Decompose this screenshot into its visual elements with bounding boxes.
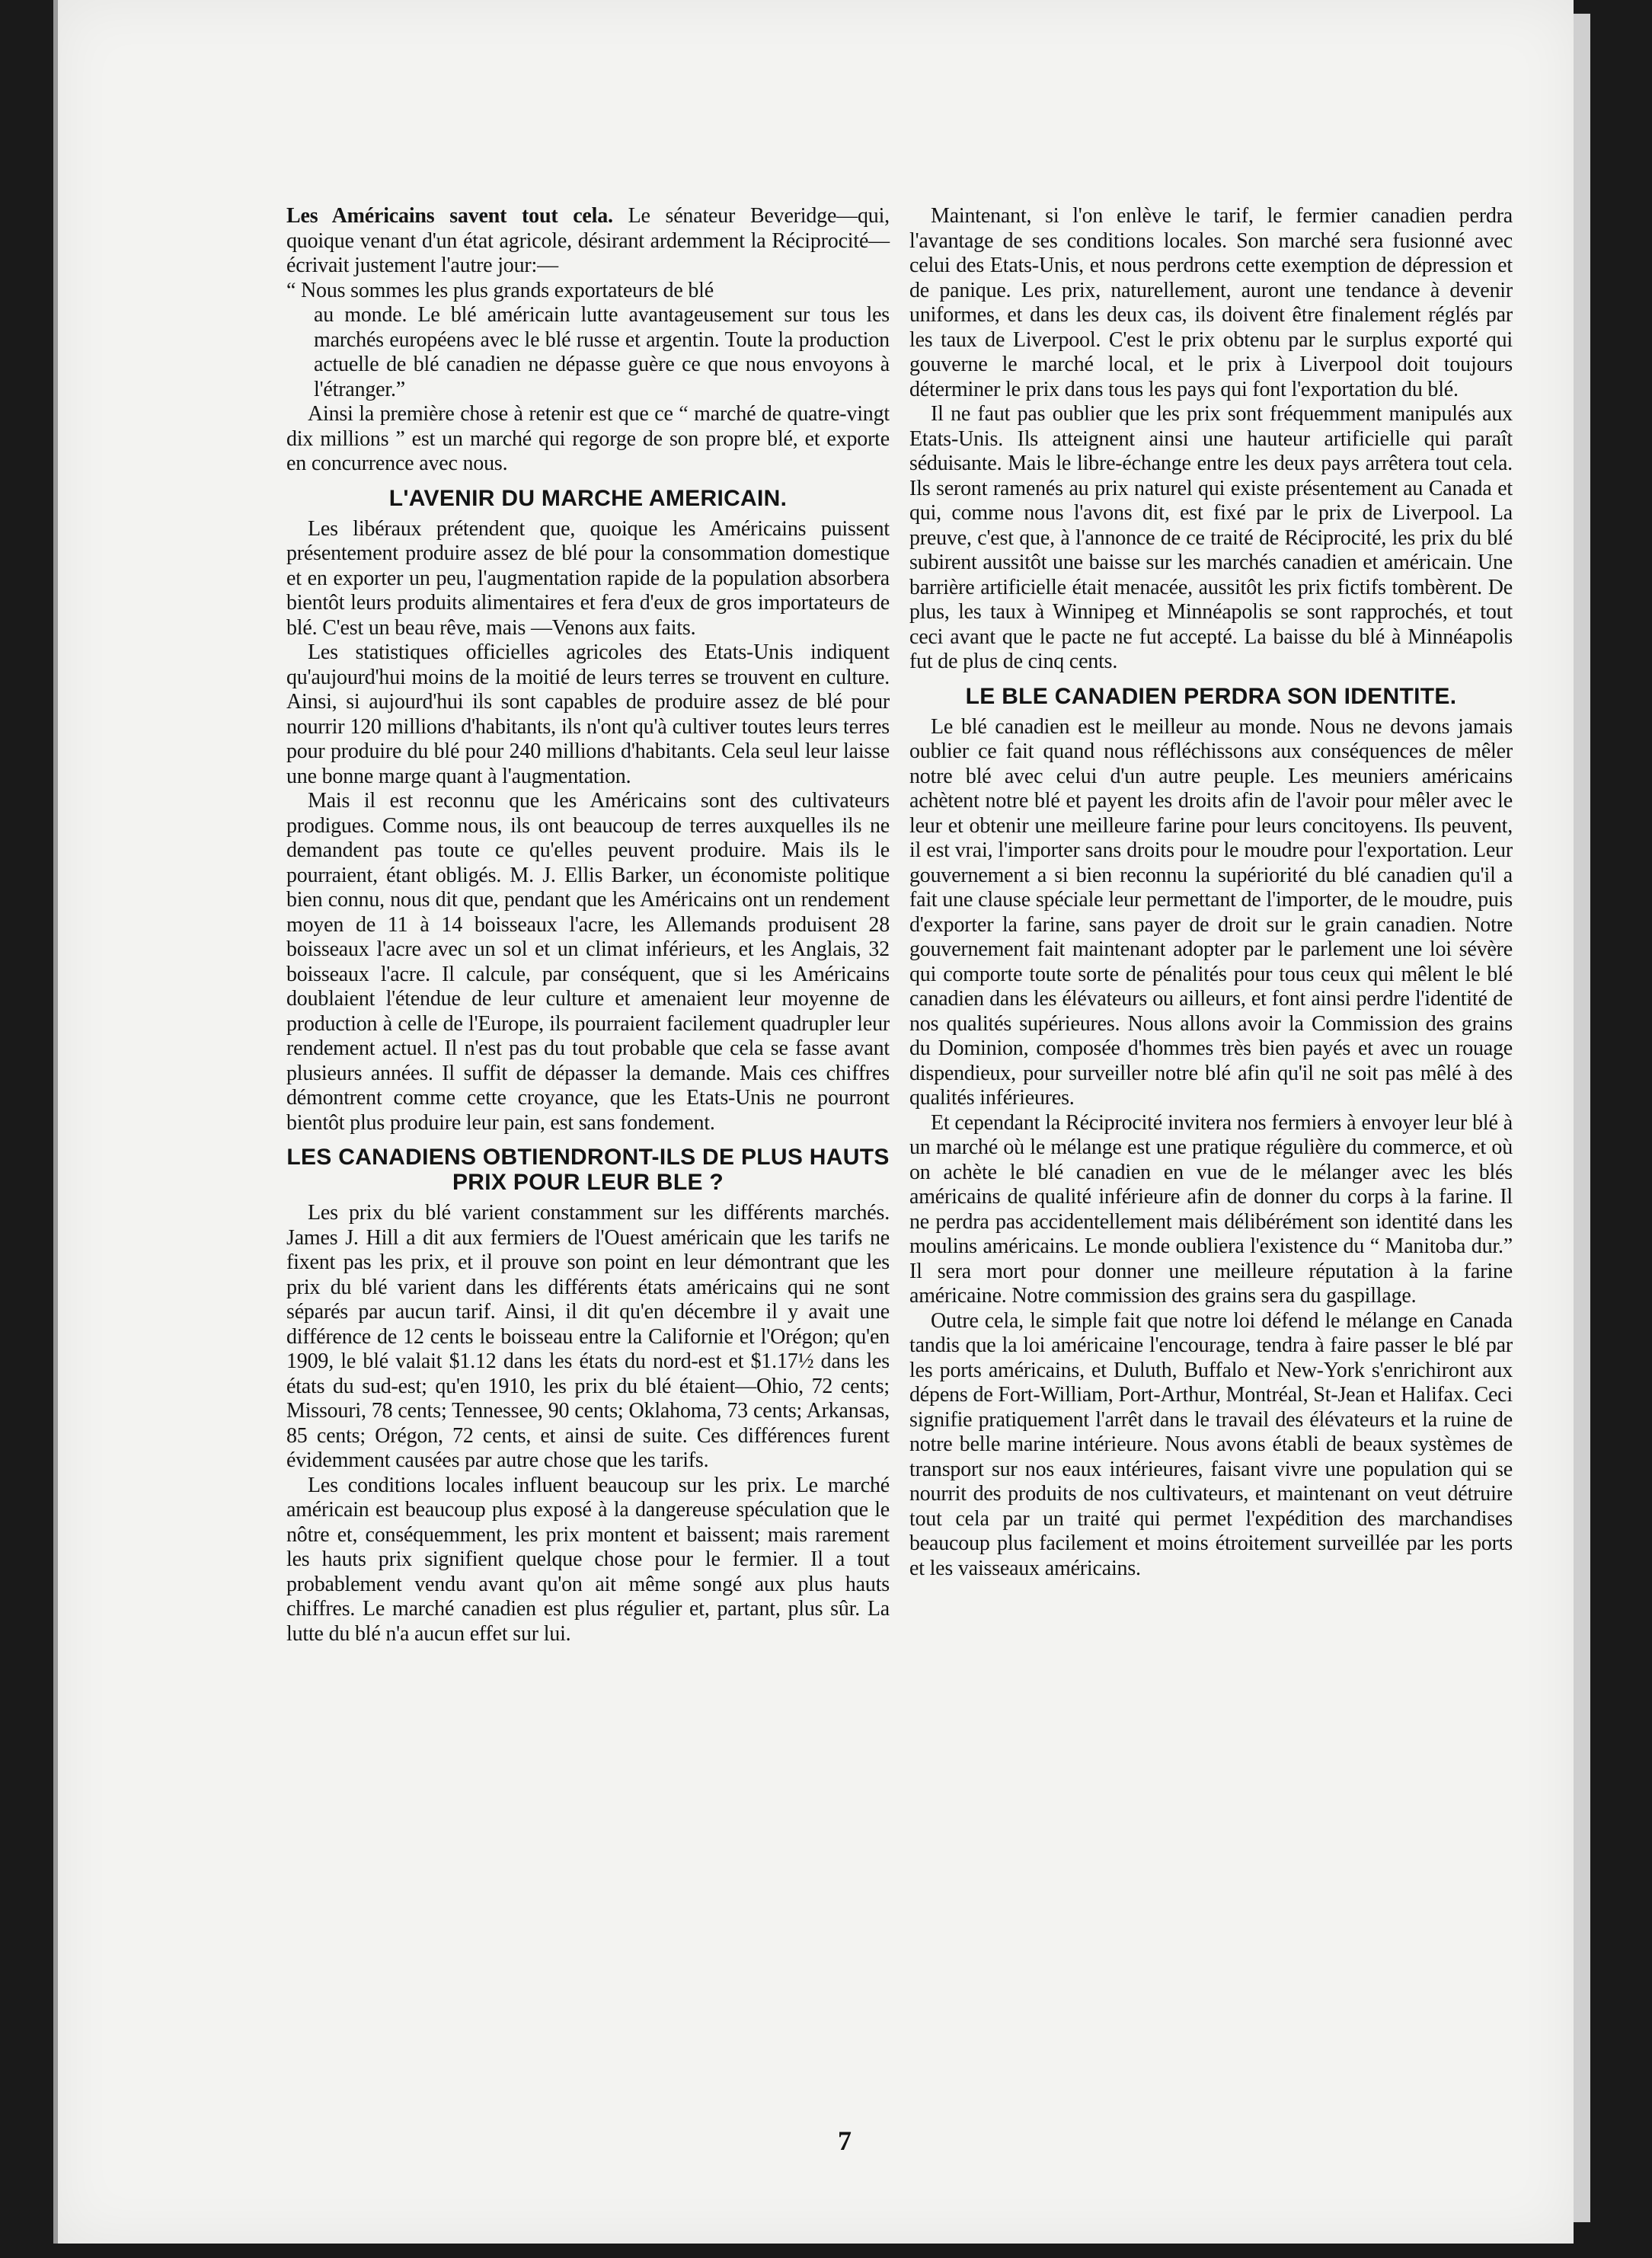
document-page [53, 0, 1574, 2244]
paragraph-lead: Les Américains savent tout cela. [286, 204, 613, 228]
paragraph: Il ne faut pas oublier que les prix sont fréquemment manipulés aux Etats-Unis. Ils atteignent ainsi une hauteur artificielle qui paraît séduisante. Mais le libre-échange entre les deux pays arrêtera tout cela. Ils seront ramenés au prix naturel qui existe présentement au Canada et qui, comme nous l'avons dit, est fixé par le prix de Liverpool. La preuve, c'est que, à l'annonce de ce traité de Réciprocité, les prix du blé subirent aussitôt une baisse sur les marchés canadien et américain. Une barrière artificielle était menacée, aussitôt les prix fictifs tombèrent. De plus, les taux à Winnipeg et Minnéapolis se sont rapprochés, et tout ceci avant que le pacte ne fut accepté. La baisse du blé à Minnéapolis fut de plus de cinq cents. [909, 402, 1513, 673]
page-edge [1574, 14, 1590, 2222]
section-heading: LES CANADIENS OBTIENDRONT-ILS DE PLUS HAUTS PRIX POUR LEUR BLE ? [286, 1145, 890, 1195]
paragraph: Et cependant la Réciprocité invitera nos fermiers à envoyer leur blé à un marché où le mélange est une pratique régulière du commerce, et où on achète le blé canadien en vue de le mélanger avec les blés américains de qualité inférieure afin de donner du corps à la farine. Il ne perdra pas accidentellement mais délibérément son identité dans les moulins américains. Le monde oubliera l'existence du “ Manitoba dur.” Il sera mort pour donner une meilleure réputation à la farine américaine. Notre commission des grains sera du gaspillage. [909, 1110, 1513, 1308]
paragraph: Les conditions locales influent beaucoup sur les prix. Le marché américain est beaucoup plus exposé à la dangereuse spéculation que le nôtre et, conséquemment, les prix montent et baissent; mais rarement les hauts prix signifient quelque chose pour le fermier. Il a tout probablement vendu avant qu'on ait même songé aux plus hauts chiffres. Le marché canadien est plus régulier et, partant, plus sûr. La lutte du blé n'a aucun effet sur lui. [286, 1473, 890, 1646]
section-heading: LE BLE CANADIEN PERDRA SON IDENTITE. [965, 683, 1457, 709]
paragraph: Mais il est reconnu que les Américains sont des cultivateurs prodigues. Comme nous, ils ont beaucoup de terres auxquelles ils ne demandent pas toute ce qu'elles peuvent produire. Mais ils le pourraient, étant obligés. M. J. Ellis Barker, un économiste politique bien connu, nous dit que, pendant que les Américains ont un rendement moyen de 11 à 14 boisseaux l'acre, les Allemands produisent 28 boisseaux l'acre avec un sol et un climat inférieurs, et les Anglais, 32 boisseaux l'acre. Il calcule, par conséquent, que si les Américains doublaient l'étendue de leur culture et amenaient leur moyenne de production à celle de l'Europe, ils pourraient facilement quadrupler leur rendement actuel. Il n'est pas du tout probable que cela se fasse avant plusieurs années. Il suffit de dépasser la demande. Mais ces chiffres démontrent comme cette croyance, que les Etats-Unis ne pourront bientôt plus produire leur pain, est sans fondement. [286, 789, 890, 1135]
left-column [286, 204, 890, 1646]
paragraph: Les prix du blé varient constamment sur les différents marchés. James J. Hill a dit aux fermiers de l'Ouest américain que les tarifs ne fixent pas les prix, et il prouve son point en leur démontrant que les prix du blé varient dans les différents états américains qui ne sont séparés par aucun tarif. Ainsi, il dit qu'en décembre il y avait une différence de 12 cents le boisseau entre la Californie et l'Orégon; qu'en 1909, le blé valait $1.12 dans les états du nord-est et $1.17½ dans les états du sud-est; qu'en 1910, les prix du blé étaient—Ohio, 72 cents; Missouri, 78 cents; Tennessee, 90 cents; Oklahoma, 73 cents; Arkansas, 85 cents; Orégon, 72 cents, et ainsi de suite. Ces différences furent évidemment causées par autre chose que les tarifs. [286, 1201, 890, 1472]
paragraph: Maintenant, si l'on enlève le tarif, le fermier canadien perdra l'avantage de ses conditions locales. Son marché sera fusionné avec celui des Etats-Unis, et nous perdrons cette exemption de dépression et de panique. Les prix, naturellement, auront une tendance à devenir uniformes, et dans les deux cas, ils doivent être finalement réglés par les taux de Liverpool. C'est le prix obtenu par le surplus exporté qui gouverne le marché local, et le prix à Liverpool doit toujours déterminer le prix dans tous les pays qui font l'exportation du blé. [909, 204, 1513, 401]
right-column [909, 204, 1513, 1581]
quote-first-line: “ Nous sommes les plus grands exportateurs de blé [286, 278, 714, 302]
page-number: 7 [838, 2125, 852, 2156]
paragraph: Le blé canadien est le meilleur au monde. Nous ne devons jamais oublier ce fait quand nous réfléchissons aux conséquences de mêler notre blé avec celui d'un autre peuple. Les meuniers américains achètent notre blé et payent les droits afin de l'avoir pour mêler avec le leur et obtenir une meilleure farine pour leurs concitoyens. Ils peuvent, il est vrai, l'importer sans droits pour le moudre pour l'exportation. Leur gouvernement a si bien reconnu la supériorité du blé canadien qu'il a fait une clause spéciale leur permettant de l'importer, de le moudre, puis d'exporter la farine, sans payer de droit sur le grain canadien. Notre gouvernement fait maintenant adopter par le parlement une loi sévère qui comporte toute sorte de pénalités pour tous ceux qui mêlent le blé canadien dans les élévateurs ou ailleurs, et font ainsi perdre l'identité de nos qualités supérieures. Nous allons avoir la Commission des grains du Dominion, composée d'hommes très bien payés et avec un rouage dispendieux, pour surveiller notre blé afin qu'il ne soit pas mêlé à des qualités inférieures. [909, 714, 1513, 1110]
paragraph-text: Le sénateur Beveridge—qui, quoique venant d'un état agricole, désirant ardemment la Réciprocité—écrivait justement l'autre jour:— [286, 204, 890, 277]
paragraph: Outre cela, le simple fait que notre loi défend le mélange en Canada tandis que la loi américaine l'encourage, tendra à faire passer le blé par les ports américains, et Duluth, Buffalo et New-York s'enrichiront aux dépens de Fort-William, Port-Arthur, Montréal, St-Jean et Halifax. Ceci signifie pratiquement l'arrêt dans le travail des élévateurs et la ruine de notre belle marine intérieure. Nous avons établi de beaux systèmes de transport sur nos eaux intérieures, faisant vivre une population qui se nourrit des produits de nos cultivateurs, et maintenant on veut détruire tout cela par un traité qui permet l'expédition des marchandises beaucoup plus facilement et moins étroitement surveillée par les ports et les vaisseaux américains. [909, 1308, 1513, 1580]
paragraph: Les statistiques officielles agricoles des Etats-Unis indiquent qu'aujourd'hui moins de la moitié de leurs terres se trouvent en culture. Ainsi, si aujourd'hui ils sont capables de produire assez de blé pour nourrir 120 millions d'habitants, ils n'ont qu'à cultiver toutes leurs terres pour produire du blé pour 240 millions d'habitants. Cela seul leur laisse une bonne marge quant à l'augmentation. [286, 640, 890, 788]
paragraph [286, 204, 890, 279]
section-heading: L'AVENIR DU MARCHE AMERICAIN. [388, 485, 788, 511]
quote-body: au monde. Le blé américain lutte avantageusement sur tous les marchés européens avec le blé russe et argentin. Toute la production actuelle de blé canadien ne dépasse guère ce que nous envoyons à l'étranger.” [314, 303, 890, 401]
paragraph: Les libéraux prétendent que, quoique les Américains puissent présentement produire assez de blé pour la consommation domestique et en exporter un peu, l'augmentation rapide de la population absorbera bientôt leurs produits alimentaires et fera d'eux de gros importateurs de blé. C'est un beau rêve, mais —Venons aux faits. [286, 516, 890, 640]
paragraph: Ainsi la première chose à retenir est que ce “ marché de quatre-vingt dix millions ” est un marché qui regorge de son propre blé, et exporte en concurrence avec nous. [286, 402, 890, 475]
